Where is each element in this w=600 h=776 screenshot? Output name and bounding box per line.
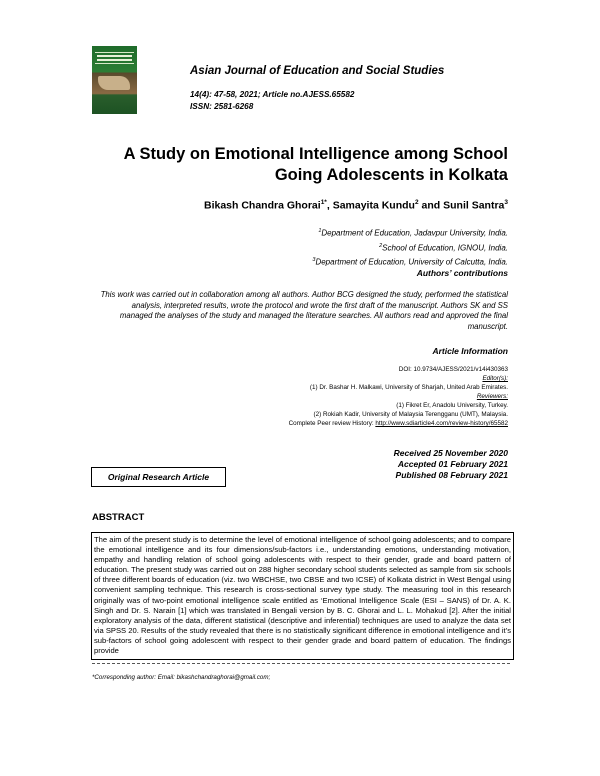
journal-citation: 14(4): 47-58, 2021; Article no.AJESS.65582 bbox=[190, 90, 355, 99]
reviewers-label: Reviewers: bbox=[476, 393, 508, 400]
author-name: Sunil Santra bbox=[443, 199, 505, 212]
contributions-text: This work was carried out in collaboration among all authors. Author BCG designed the study, performed the statistical analysis, interpreted results, wrote the protocol and wrote the first draft of the manuscript. Authors SK and SS managed the analyses of the study and managed the literature searches. All authors read and approved the final manuscript. bbox=[100, 290, 508, 331]
affiliation-sup: 3 bbox=[312, 257, 316, 264]
author-sup: 1* bbox=[320, 199, 327, 206]
editor-entry: (1) Dr. Bashar H. Malkawi, University of Sharjah, United Arab Emirates. bbox=[309, 384, 508, 391]
received-date: Received 25 November 2020 bbox=[393, 448, 508, 458]
published-date: Published 08 February 2021 bbox=[395, 470, 508, 480]
publication-dates bbox=[394, 448, 508, 481]
article-info-heading: Article Information bbox=[432, 346, 508, 356]
abstract-heading: ABSTRACT bbox=[92, 512, 145, 523]
accepted-date: Accepted 01 February 2021 bbox=[397, 459, 508, 469]
author-sup: 2 bbox=[414, 199, 419, 206]
paper-title bbox=[78, 144, 508, 186]
title-line: A Study on Emotional Intelligence among School bbox=[123, 145, 508, 163]
author-name: Bikash Chandra Ghorai bbox=[203, 199, 321, 212]
affiliation-text: School of Education, IGNOU, India. bbox=[382, 243, 508, 253]
author-separator: , bbox=[326, 199, 333, 212]
peer-review-link[interactable]: http://www.sdiarticle4.com/review-history/65582 bbox=[375, 420, 508, 427]
peer-review-label: Complete Peer review History: bbox=[288, 420, 376, 427]
contributions-heading: Authors’ contributions bbox=[416, 268, 508, 278]
affiliation bbox=[312, 240, 508, 255]
article-type-badge: Original Research Article bbox=[91, 467, 226, 487]
affiliation bbox=[312, 254, 508, 269]
affiliations bbox=[312, 225, 508, 269]
journal-issn: ISSN: 2581-6268 bbox=[190, 101, 254, 111]
corresponding-author-footnote: *Corresponding author: Email: bikashchandraghorai@gmail.com; bbox=[92, 674, 271, 681]
peer-review-history bbox=[289, 419, 508, 428]
author-sup: 3 bbox=[504, 199, 508, 206]
journal-name: Asian Journal of Education and Social Studies bbox=[190, 65, 445, 77]
footnote-divider bbox=[92, 663, 510, 664]
abstract-text: The aim of the present study is to determine the level of emotional intelligence of school going adolescents; and to compare the emotional intelligence and its four dimensions/sub-factors i.e., understanding emotions, understanding motivation, empathy and handling relation of school going adolescents with respect to their gender, grade and board pattern of education. The present study was carried out on 288 higher secondary school students selected as sample from six schools of three different boards of education (viz. two WBCHSE, two CBSE and two ICSE) of Kolkata district in West Bengal using convenient sampling technique. This research is cross-sectional survey type study. The measuring tool in this research originally was of two-point emotional intelligence scale entitled as ‘Emotional Intelligence Scale (ESI – SANS) of Dr. A. K. Singh and Dr. S. Narain [1] which was translated in Bengali version by B. C. Ghorai and L. L. Mohakud [2]. After the initial exploratory analysis of the data, different statistical (descriptive and inferential) techniques are used to analyze the data set via SPSS 20. Results of the study revealed that there is no statistically significant difference in emotional intelligence and it’s sub-factors of school going adolescent with respect to their gender grade and board pattern of education. The findings provide bbox=[91, 532, 514, 660]
author-list bbox=[204, 199, 508, 212]
doi: DOI: 10.9734/AJESS/2021/v14i430363 bbox=[398, 366, 508, 373]
affiliation-text: Department of Education, Jadavpur University, India. bbox=[321, 228, 508, 238]
reviewer-entry: (2) Rokiah Kadir, University of Malaysia Terengganu (UMT), Malaysia. bbox=[313, 411, 508, 418]
affiliation-sup: 1 bbox=[318, 228, 322, 234]
reviewer-entry: (1) Fikret Er, Anadolu University, Turkey. bbox=[396, 402, 508, 409]
title-line: Going Adolescents in Kolkata bbox=[274, 166, 508, 184]
editors-label: Editor(s): bbox=[482, 375, 508, 382]
article-info bbox=[289, 365, 508, 428]
author-name: Samayita Kundu bbox=[332, 199, 415, 212]
affiliation-sup: 2 bbox=[379, 242, 383, 249]
journal-meta bbox=[190, 89, 354, 112]
affiliation-text: Department of Education, University of Calcutta, India. bbox=[315, 257, 508, 267]
author-separator: and bbox=[418, 199, 444, 212]
journal-cover-image bbox=[92, 46, 137, 114]
affiliation bbox=[312, 225, 508, 240]
